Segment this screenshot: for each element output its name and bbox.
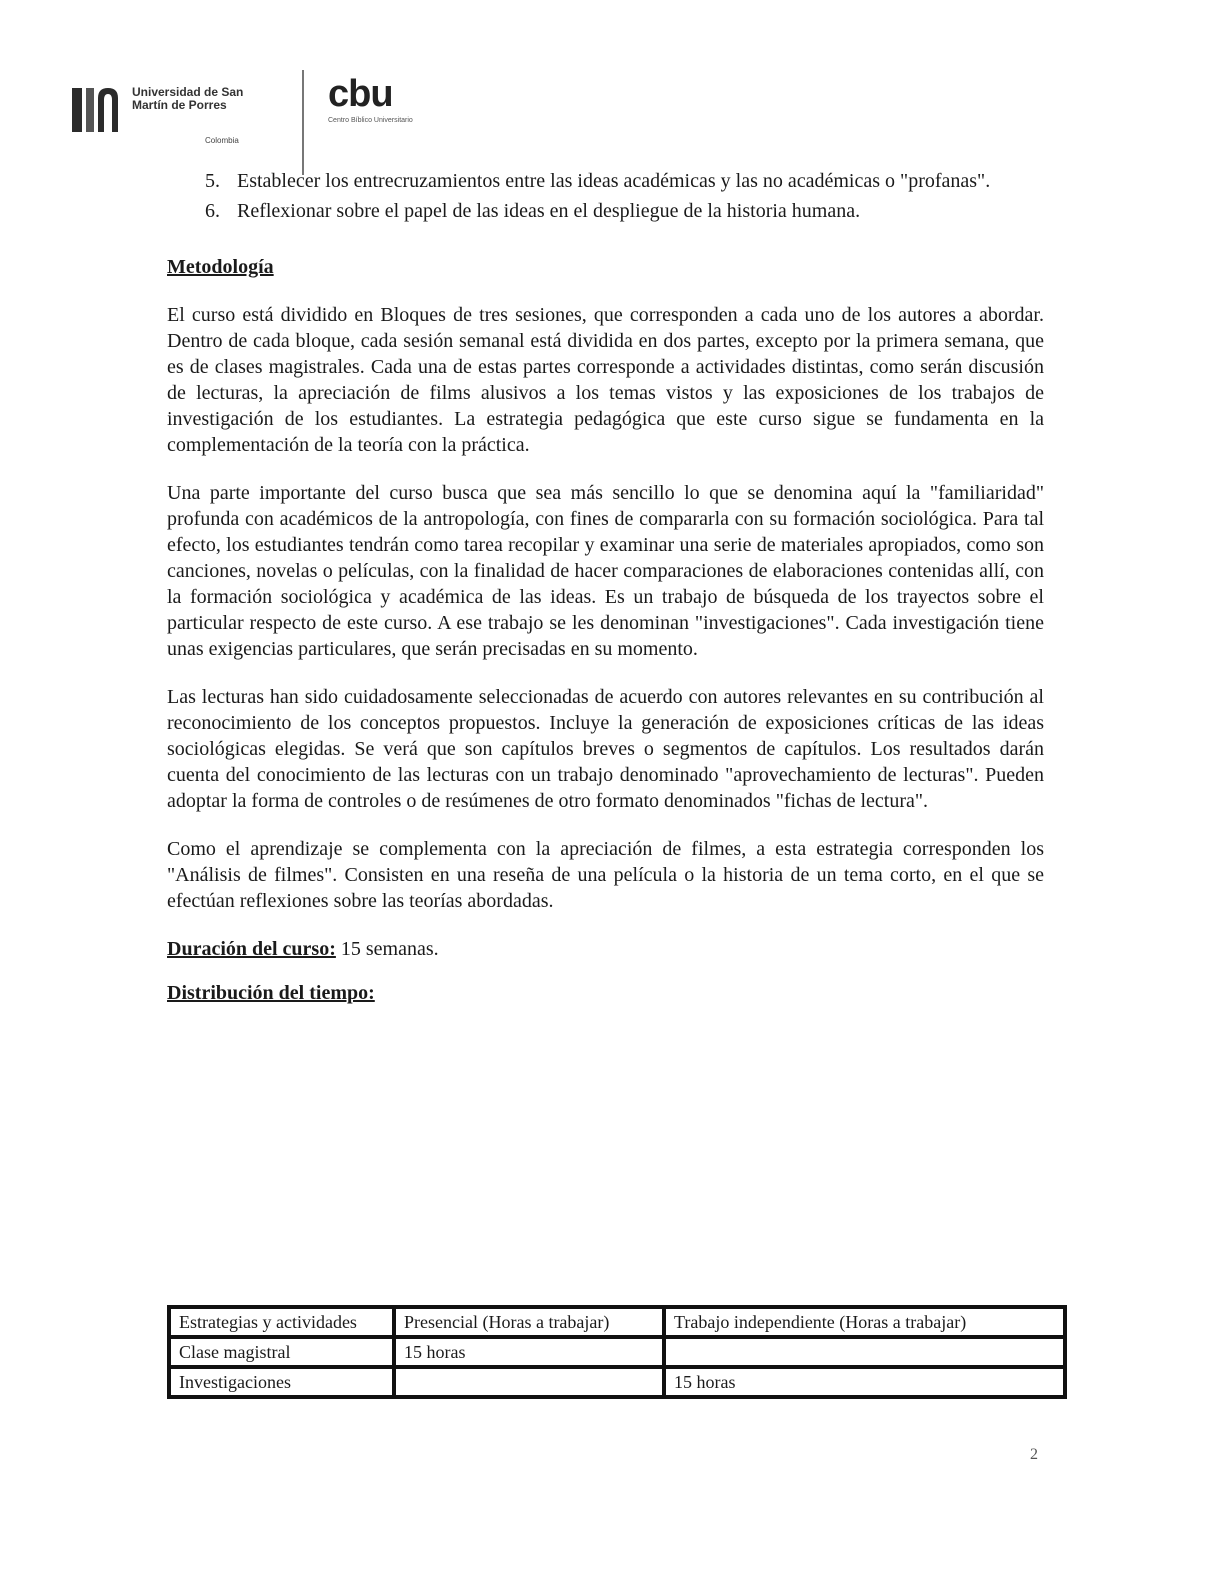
methodology-paragraph: Una parte importante del curso busca que sea más sencillo lo que se denomina aquí la "familiaridad" profunda con académicos de la antropología, con fines de compararla con su formación sociológica. Para tal efecto, los estudiantes tendrán como tarea recopilar y examinar una serie de materiales apropiados, como son canciones, novelas o películas, con la finalidad de hacer comparaciones de elaboraciones contenidas allí, con la formación sociológica y académica de las ideas. Es un trabajo de búsqueda de los trayectos sobre el particular respecto de este curso. A ese trabajo se les denominan "investigaciones". Cada investigación tiene unas exigencias particulares, que serán precisadas en su momento. <box>167 482 1044 660</box>
main-content <box>167 168 1044 1052</box>
header-logos <box>70 70 450 180</box>
methodology-paragraph: Las lecturas han sido cuidadosamente seleccionadas de acuerdo con autores relevantes en su contribución al reconocimiento de los conceptos propuestos. Incluye la generación de exposiciones críticas de las ideas sociológicas elegidas. Se verá que son capítulos breves o segmentos de capítulos. Los resultados darán cuenta del conocimiento de las lecturas con un trabajo denominado "aprovechamiento de lecturas". Pueden adoptar la forma de controles o de resúmenes de otro formato denominados "fichas de lectura". <box>167 686 1044 812</box>
partner-logo-word: cbu <box>328 73 393 115</box>
list-item-number: 5. <box>205 170 220 192</box>
partner-logo-subtitle: Centro Bíblico Universitario <box>328 117 413 124</box>
distribution-table <box>167 1305 1067 1399</box>
objectives-list <box>167 168 1044 224</box>
list-item-text: Reflexionar sobre el papel de las ideas en el despliegue de la historia humana. <box>237 200 861 222</box>
methodology-paragraph: El curso está dividido en Bloques de tres sesiones, que corresponden a cada uno de los autores a abordar. Dentro de cada bloque, cada sesión semanal está dividida en dos partes, excepto por la primera semana, que es de clases magistrales. Cada una de estas partes corresponde a actividades distintas, como serán discusión de lecturas, la apreciación de films alusivos a los temas vistos y las exposiciones de los trabajos de investigación de los estudiantes. La estrategia pedagógica que este curso sigue se fundamenta en la complementación de la teoría con la práctica. <box>167 304 1044 456</box>
table-row <box>169 1337 1065 1367</box>
list-item-text: Establecer los entrecruzamientos entre las ideas académicas y las no académicas o "profanas". <box>237 170 991 192</box>
table-cell <box>664 1337 1065 1367</box>
methodology-paragraph: Como el aprendizaje se complementa con la apreciación de filmes, a esta estrategia corresponden los "Análisis de filmes". Consisten en una reseña de una película o la historia de un tema corto, en el que se efectúan reflexiones sobre las teorías abordadas. <box>167 838 1044 912</box>
distribution-heading: Distribución del tiempo: <box>167 982 375 1004</box>
university-emblem-icon <box>70 84 122 136</box>
table-cell <box>394 1367 664 1397</box>
table-cell: Trabajo independiente (Horas a trabajar) <box>664 1307 1065 1337</box>
table-cell: 15 horas <box>394 1337 664 1367</box>
university-subtitle: Colombia <box>205 136 239 145</box>
course-duration <box>167 936 1044 962</box>
list-item <box>205 168 1044 194</box>
university-logo <box>70 80 270 140</box>
list-item-number: 6. <box>205 200 220 222</box>
table-cell: Presencial (Horas a trabajar) <box>394 1307 664 1337</box>
logo-divider <box>302 70 304 175</box>
duration-label: Duración del curso: <box>167 938 336 960</box>
table-cell: Estrategias y actividades <box>169 1307 394 1337</box>
list-item <box>205 198 1044 224</box>
university-name: Universidad de San Martín de Porres <box>132 85 244 112</box>
partner-logo <box>328 74 448 125</box>
table-cell: Investigaciones <box>169 1367 394 1397</box>
table-row <box>169 1367 1065 1397</box>
page-number: 2 <box>1030 1446 1038 1463</box>
duration-value: 15 semanas. <box>340 938 439 960</box>
table-row <box>169 1307 1065 1337</box>
methodology-heading: Metodología <box>167 256 274 278</box>
table-cell: 15 horas <box>664 1367 1065 1397</box>
table-cell: Clase magistral <box>169 1337 394 1367</box>
